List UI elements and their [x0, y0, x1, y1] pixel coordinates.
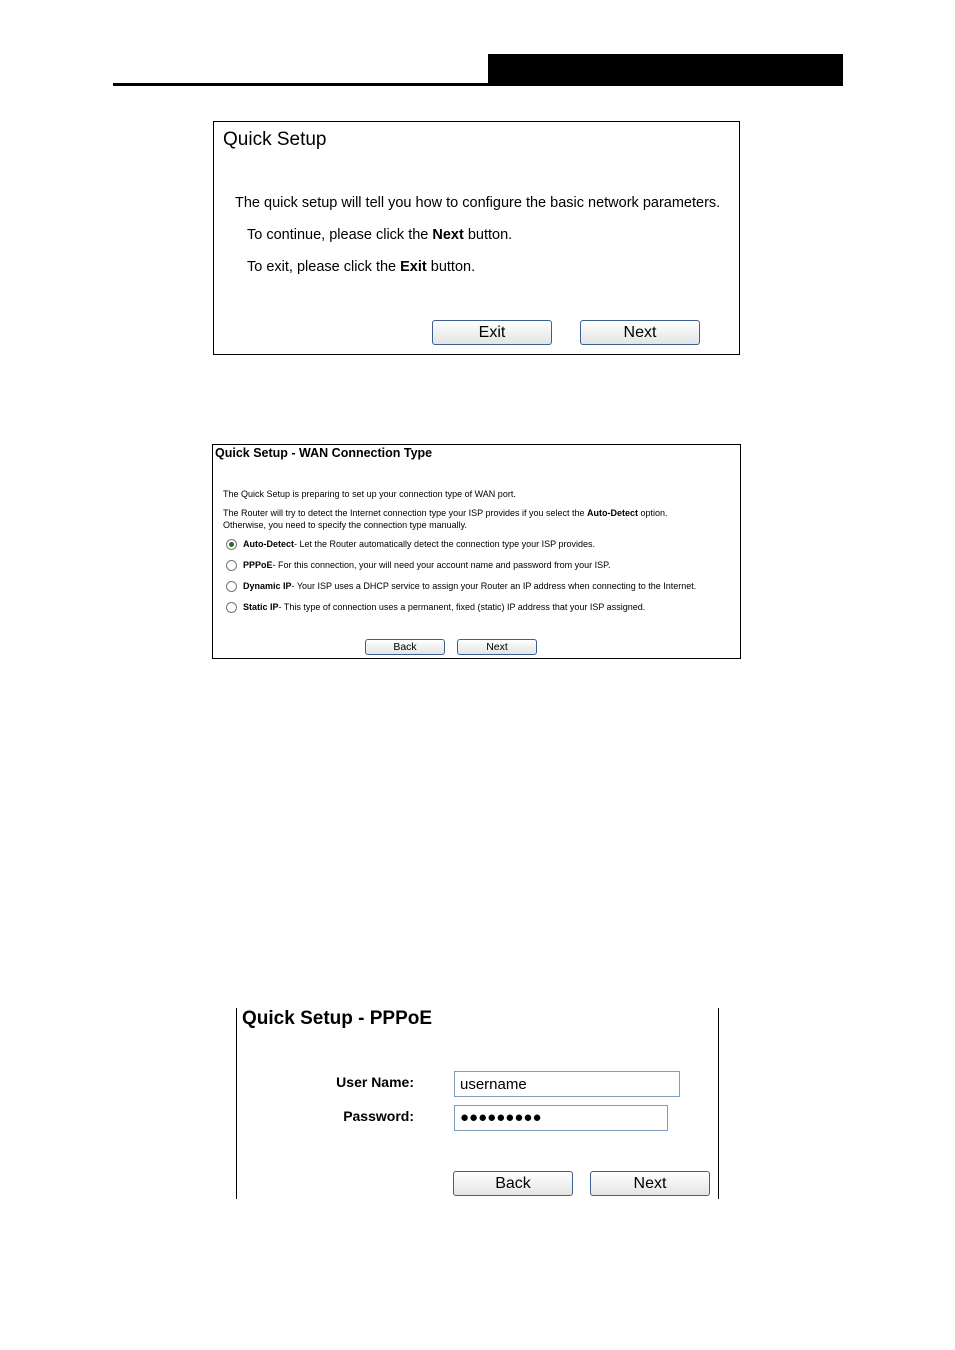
intro-line: The Quick Setup is preparing to set up your connection type of WAN port. [223, 489, 516, 499]
radio-icon[interactable] [226, 581, 237, 592]
username-input[interactable] [454, 1071, 680, 1097]
panel-title: Quick Setup - PPPoE [242, 1008, 433, 1029]
next-button[interactable]: Next [590, 1171, 710, 1196]
option-dynamic-ip[interactable]: Dynamic IP - Your ISP uses a DHCP service to assign your Router an IP address when connecting to the Internet. [226, 579, 696, 593]
header-bar [488, 54, 843, 86]
option-pppoe[interactable]: PPPoE - For this connection, your will need your account name and password from your ISP. [226, 558, 611, 572]
password-label: Password: [343, 1108, 414, 1124]
back-button[interactable]: Back [453, 1171, 573, 1196]
back-button[interactable]: Back [365, 639, 445, 655]
next-button[interactable]: Next [457, 639, 537, 655]
detect-line: The Router will try to detect the Internet connection type your ISP provides if you select the Auto-Detect option. [223, 508, 668, 518]
continue-instruction: To continue, please click the Next button. [247, 227, 513, 243]
exit-button[interactable]: Exit [432, 320, 552, 345]
radio-selected-icon[interactable] [226, 539, 237, 550]
radio-icon[interactable] [226, 560, 237, 571]
quick-setup-panel [213, 121, 740, 355]
option-static-ip[interactable]: Static IP - This type of connection uses a permanent, fixed (static) IP address that your ISP assigned. [226, 600, 645, 614]
panel-title: Quick Setup - WAN Connection Type [215, 446, 433, 460]
option-auto-detect[interactable]: Auto-Detect - Let the Router automatically detect the connection type your ISP provides. [226, 537, 595, 551]
next-button[interactable]: Next [580, 320, 700, 345]
password-input[interactable]: ●●●●●●●●● [454, 1105, 668, 1131]
radio-icon[interactable] [226, 602, 237, 613]
exit-instruction: To exit, please click the Exit button. [247, 259, 476, 275]
intro-text: The quick setup will tell you how to configure the basic network parameters. [235, 195, 721, 211]
wan-connection-type-panel [212, 444, 741, 659]
manual-line: Otherwise, you need to specify the connection type manually. [223, 520, 467, 530]
pppoe-panel [236, 1008, 719, 1199]
username-label: User Name: [336, 1074, 414, 1090]
panel-title: Quick Setup [223, 129, 327, 150]
